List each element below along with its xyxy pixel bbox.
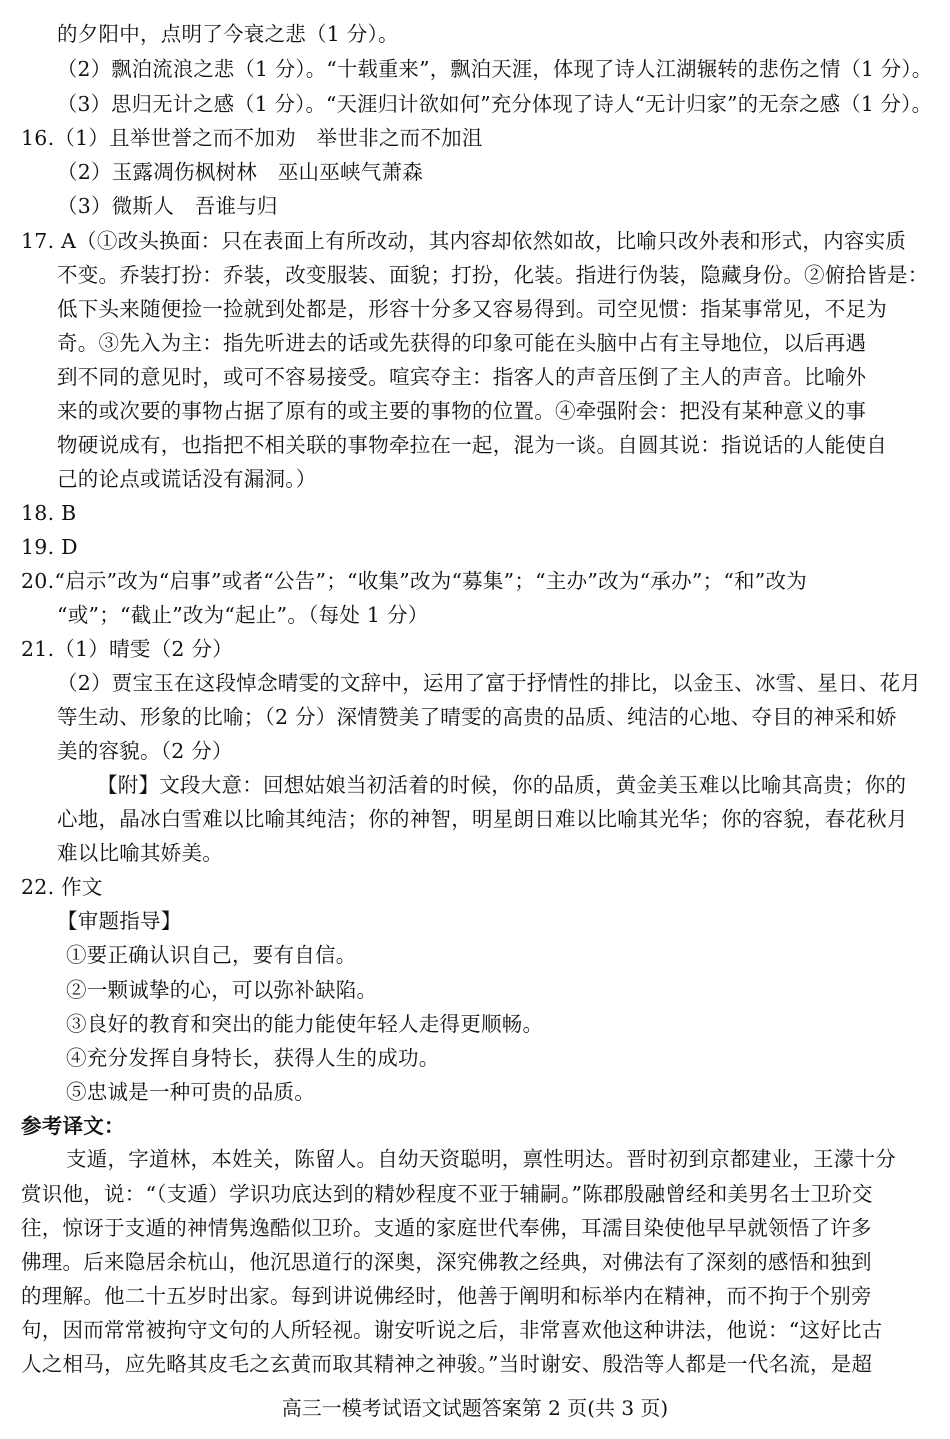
text-line: 21.（1）晴雯（2 分）	[21, 637, 233, 661]
text-line: 物硬说成有，也指把不相关联的事物牵拉在一起，混为一谈。自圆其说：指说话的人能使自	[57, 433, 887, 457]
section-heading: 参考译文：	[21, 1114, 125, 1138]
text-line: ⑤忠诚是一种可贵的品质。	[66, 1080, 315, 1104]
text-line: 赏识他，说：“（支遁）学识功底达到的精妙程度不亚于辅嗣。”陈郡殷融曾经和美男名士卫玠交	[21, 1182, 873, 1206]
text-line: ①要正确认识自己，要有自信。	[66, 943, 357, 967]
text-line: 往，惊讶于支遁的神情隽逸酷似卫玠。支遁的家庭世代奉佛，耳濡目染使他早早就领悟了许多	[21, 1216, 872, 1240]
text-line: 人之相马，应先略其皮毛之玄黄而取其精神之神骏。”当时谢安、殷浩等人都是一代名流，是超	[21, 1352, 873, 1376]
text-line: 佛理。后来隐居余杭山，他沉思道行的深奥，深究佛教之经典，对佛法有了深刻的感悟和独到	[21, 1250, 872, 1274]
text-line: ②一颗诚挚的心，可以弥补缺陷。	[66, 978, 378, 1002]
text-line: 来的或次要的事物占据了原有的或主要的事物的位置。④牵强附会：把没有某种意义的事	[57, 399, 867, 423]
text-line: （2）玉露凋伤枫树林 巫山巫峡气萧森	[57, 160, 424, 184]
text-line: 到不同的意见时，或可不容易接受。喧宾夺主：指客人的声音压倒了主人的声音。比喻外	[57, 365, 867, 389]
text-line: 的理解。他二十五岁时出家。每到讲说佛经时，他善于阐明和标举内在精神，而不拘于个别旁	[21, 1284, 872, 1308]
text-line: 低下头来随便捡一捡就到处都是，形容十分多又容易得到。司空见惯：指某事常见，不足为	[57, 297, 887, 321]
text-line: 【附】文段大意：回想姑娘当初活着的时候，你的品质，黄金美玉难以比喻其高贵；你的	[97, 773, 907, 797]
text-line: 美的容貌。（2 分）	[57, 739, 233, 763]
text-line: ④充分发挥自身特长，获得人生的成功。	[66, 1046, 440, 1070]
text-line: ③良好的教育和突出的能力能使年轻人走得更顺畅。	[66, 1012, 544, 1036]
text-line: 16.（1）且举世誉之而不加劝 举世非之而不加沮	[21, 126, 483, 150]
text-line: （2）贾宝玉在这段悼念晴雯的文辞中，运用了富于抒情性的排比，以金玉、冰雪、星日、花月	[57, 671, 922, 695]
text-line: 心地，晶冰白雪难以比喻其纯洁；你的神智，明星朗日难以比喻其光华；你的容貌，春花秋月	[57, 807, 908, 831]
text-line: 20.“启示”改为“启事”或者“公告”；“收集”改为“募集”；“主办”改为“承办”；“和”改为	[21, 569, 808, 593]
text-line: （3）思归无计之感（1 分）。“天涯归计欲如何”充分体现了诗人“无计归家”的无奈之感（1 分）。	[57, 92, 933, 116]
text-line: 19. D	[21, 535, 78, 559]
text-line: 不变。乔装打扮：乔装，改变服装、面貌；打扮，化装。指进行伪装，隐藏身份。②俯拾皆是：	[57, 263, 929, 287]
text-line: 等生动、形象的比喻；（2 分）深情赞美了晴雯的高贵的品质、纯洁的心地、夺目的神采和娇	[57, 705, 897, 729]
text-line: 支遁，字道林，本姓关，陈留人。自幼天资聪明，禀性明达。晋时初到京都建业，王濛十分	[66, 1147, 896, 1171]
text-line: （2）飘泊流浪之悲（1 分）。“十载重来”，飘泊天涯，体现了诗人江湖辗转的悲伤之情（1 分）。	[57, 57, 933, 81]
text-line: 的夕阳中，点明了今衰之悲（1 分）。	[57, 22, 399, 46]
text-line: 18. B	[21, 501, 77, 525]
text-line: 22. 作文	[21, 875, 103, 899]
text-line: 17. A（①改头换面：只在表面上有所改动，其内容却依然如故，比喻只改外表和形式，内容实质	[21, 229, 907, 253]
text-line: （3）微斯人 吾谁与归	[57, 194, 278, 218]
text-line: 奇。③先入为主：指先听进去的话或先获得的印象可能在头脑中占有主导地位，以后再遇	[57, 331, 867, 355]
text-line: “或”；“截止”改为“起止”。（每处 1 分）	[57, 603, 429, 627]
text-line: 【审题指导】	[57, 909, 182, 933]
text-line: 己的论点或谎话没有漏洞。）	[57, 467, 317, 491]
text-line: 难以比喻其娇美。	[57, 841, 223, 865]
text-line: 句，因而常常被拘守文句的人所轻视。谢安听说之后，非常喜欢他这种讲法，他说：“这好比古	[21, 1318, 883, 1342]
page-footer: 高三一模考试语文试题答案第 2 页(共 3 页)	[281, 1396, 669, 1420]
